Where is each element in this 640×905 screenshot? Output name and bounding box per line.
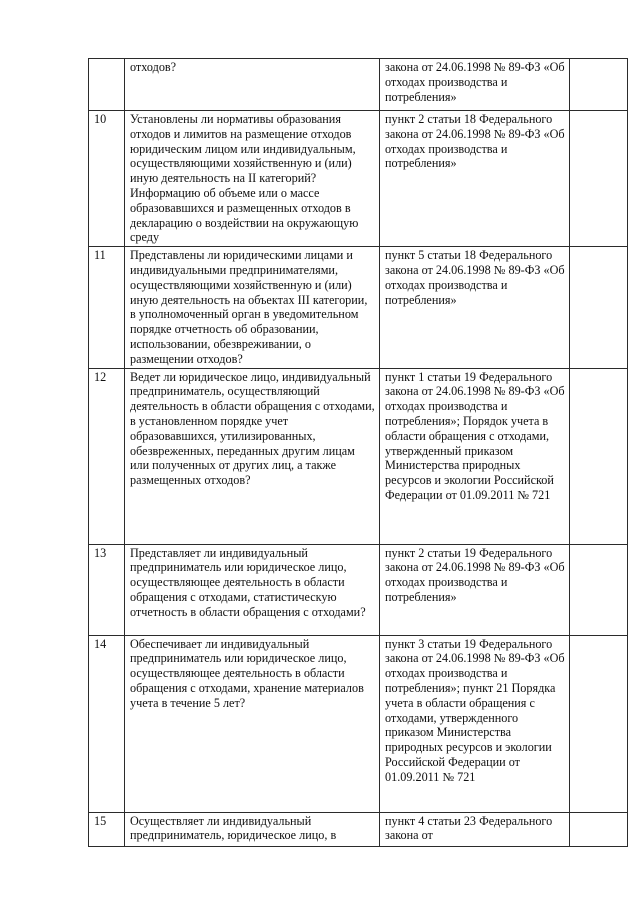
- table-row: [89, 59, 628, 111]
- question-cell: Обеспечивает ли индивидуальный предприниматель или юридическое лицо, осуществляющее деятельность в области обращения с отходами, хранение материалов учета в течение 5 лет?: [125, 635, 380, 812]
- table-row: [89, 111, 628, 247]
- answer-cell: [570, 544, 628, 635]
- answer-cell: [570, 247, 628, 368]
- table-row: [89, 544, 628, 635]
- question-cell: отходов?: [125, 59, 380, 111]
- table-row: [89, 247, 628, 368]
- table-row: [89, 635, 628, 812]
- row-number-cell: 10: [89, 111, 125, 247]
- answer-cell: [570, 812, 628, 846]
- row-number-cell: 13: [89, 544, 125, 635]
- row-number-cell: 15: [89, 812, 125, 846]
- row-number-cell: 11: [89, 247, 125, 368]
- legal-basis-cell: закона от 24.06.1998 № 89-ФЗ «Об отходах производства и потребления»: [380, 59, 570, 111]
- answer-cell: [570, 635, 628, 812]
- question-cell: Представлены ли юридическими лицами и индивидуальными предпринимателями, осуществляющими хозяйственную и (или) иную деятельность на объектах III категории, в уполномоченный орган в уведомительном порядке отчетность об образовании, использовании, обезвреживании, о размещении отходов?: [125, 247, 380, 368]
- question-cell: Установлены ли нормативы образования отходов и лимитов на размещение отходов юридическим лицом или индивидуальным, осуществляющими хозяйственную и (или) иную деятельность на II категорий? Информацию об объеме или о массе образовавшихся и размещенных отходов в декларацию о воздействии на окружающую среду: [125, 111, 380, 247]
- checklist-table: [88, 58, 628, 847]
- question-cell: Представляет ли индивидуальный предприниматель или юридическое лицо, осуществляющее деятельность в области обращения с отходами, статистическую отчетность в области обращения с отходами?: [125, 544, 380, 635]
- checklist-table-body: [89, 59, 628, 847]
- row-number-cell: 14: [89, 635, 125, 812]
- legal-basis-cell: пункт 2 статьи 18 Федерального закона от 24.06.1998 № 89-ФЗ «Об отходах производства и потребления»: [380, 111, 570, 247]
- legal-basis-cell: пункт 4 статьи 23 Федерального закона от: [380, 812, 570, 846]
- answer-cell: [570, 368, 628, 544]
- answer-cell: [570, 59, 628, 111]
- legal-basis-cell: пункт 1 статьи 19 Федерального закона от 24.06.1998 № 89-ФЗ «Об отходах производства и потребления»; Порядок учета в области обращения с отходами, утвержденный приказом Министерства природных ресурсов и экологии Российской Федерации от 01.09.2011 № 721: [380, 368, 570, 544]
- legal-basis-cell: пункт 5 статьи 18 Федерального закона от 24.06.1998 № 89-ФЗ «Об отходах производства и потребления»: [380, 247, 570, 368]
- row-number-cell: 12: [89, 368, 125, 544]
- legal-basis-cell: пункт 2 статьи 19 Федерального закона от 24.06.1998 № 89-ФЗ «Об отходах производства и потребления»: [380, 544, 570, 635]
- table-row: [89, 368, 628, 544]
- row-number-cell: [89, 59, 125, 111]
- legal-basis-cell: пункт 3 статьи 19 Федерального закона от 24.06.1998 № 89-ФЗ «Об отходах производства и потребления»; пункт 21 Порядка учета в области обращения с отходами, утвержденного приказом Министерства природных ресурсов и экологии Российской Федерации от 01.09.2011 № 721: [380, 635, 570, 812]
- answer-cell: [570, 111, 628, 247]
- question-cell: Осуществляет ли индивидуальный предприниматель, юридическое лицо, в: [125, 812, 380, 846]
- question-cell: Ведет ли юридическое лицо, индивидуальный предприниматель, осуществляющий деятельность в области обращения с отходами, в установленном порядке учет образовавшихся, утилизированных, обезвреженных, переданных другим лицам или полученных от других лиц, а также размещенных отходов?: [125, 368, 380, 544]
- table-row: [89, 812, 628, 846]
